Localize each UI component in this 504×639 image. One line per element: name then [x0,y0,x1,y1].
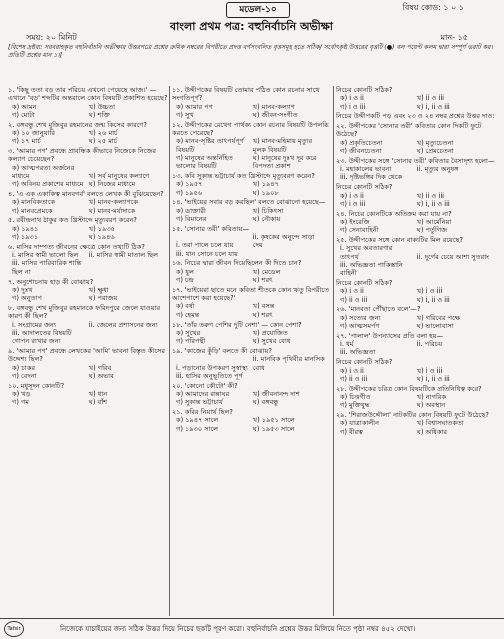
question-text: নিচের কোনটি সঠিক? [336,86,393,94]
answer-option[interactable]: গ) সুকান্ত ভট্টাচার্য [176,398,223,407]
question-item [336,210,496,235]
question-item [172,225,332,258]
question-item [8,147,168,188]
answer-option[interactable]: ঘ) i, ii ও iii [416,295,450,304]
answer-option[interactable]: ঘ) ভালোবাসা [416,322,454,331]
answer-option[interactable]: গ) ১৭ মার্চ [12,137,41,146]
answer-option[interactable]: গ) বিমানের [176,214,207,223]
answer-option[interactable]: ঘ) অভাব [88,371,114,380]
question-item [172,121,332,171]
answer-option[interactable]: ঘ) মানুষের দুঃখ দূর করে বিপদতা প্রকাশ [252,153,317,171]
question-text: ২৩. উদ্দীপকের সঙ্গে 'সোনার তরী' কবিতার বৈসাদৃশ্য হলো— [336,156,495,165]
answer-option[interactable]: ঘ) ১৯৫৩ সালে [252,424,295,433]
answer-option[interactable]: খ) মেডেল [252,267,281,276]
model-label: মডেল-১০ [226,2,290,18]
question-text: ১৪. 'ভাইয়ের সবার বড় করছিল' বলতে বোঝানো হয়েছে— [172,198,326,207]
answer-option[interactable]: i. মাসির স্বামী ভালো ছিল [12,251,79,260]
answer-option[interactable]: খ) মৃত্যুচেতনা [416,138,454,147]
answer-option[interactable]: ঘ) i, ii ও iii [416,199,450,208]
answer-option[interactable]: ঘ) প্রেমচেতনা [416,147,454,156]
answer-option[interactable]: গ) ii ও iii [340,374,368,383]
time-label: সময়: ২০ মিনিট [26,33,77,42]
answer-option[interactable]: গ) বেদনা [12,371,37,380]
question-item [172,408,332,433]
question-text: ১৬. নিচের দ্বারা জীবন দিয়েছিলেন কী দিতে চান? [172,259,302,268]
question-text: ২১. কবির নিয়ার্থ ছিল? [172,407,233,416]
answer-option[interactable]: ঘ) i, ii ও iii [416,374,450,383]
answer-option[interactable]: খ) নাগরিক [416,392,447,401]
question-item [336,236,496,277]
question-item [336,411,496,436]
answer-option[interactable]: ক) সুখের [176,328,201,337]
question-text: ১৭. 'ভাইয়েরা ছাতে মনে কবিতা শীতকে কোন ঋতু বিপরীতে আশেপাশে করা হয়েছে?' [172,285,330,303]
answer-option[interactable]: iii. আদালতের বিষয়টি গোপন রাখার জন্য [12,328,72,346]
answer-option[interactable]: গ) চন্দ্র [176,276,194,285]
question-text: নিচের কোনটি সঠিক? [336,183,393,192]
question-item [336,122,496,155]
answer-option[interactable]: i. তরা পালে চলে যায় [176,241,234,250]
answer-option[interactable]: ক) মানব-সৃষ্টির তাৎপর্যপূর্ণ বিষয়টি [176,137,244,154]
question-item [336,279,496,304]
question-item [172,198,332,223]
answer-option[interactable]: গ) মোটা [12,110,35,119]
question-item [8,382,168,407]
question-text: ২৪. নিচের কোনটিকে অতিক্রম করা যায় না? [336,209,452,218]
answer-option[interactable]: গ) অনুতাপ [12,294,42,303]
question-text: ৯. 'আমার পণ' প্রবন্ধে লেখকের 'আমি' ভাবনা বিস্তৃত কীসের উদ্দেশ্য ছিল? [8,346,165,364]
answer-option[interactable]: গ) হেমন্ত [176,310,200,319]
answer-option[interactable]: i. ধর্ম [340,340,354,349]
question-text: ২৮. উদ্দীপকের চরিত্র কোন বিষয়টিকে প্রতিনিধিত্ব করে? [336,384,482,393]
answer-option[interactable]: ক) আমার পণ [176,102,213,111]
answer-option[interactable]: গ) গম [12,398,29,407]
question-item [336,358,496,383]
answer-option[interactable]: খ) ক্ষুধা [88,285,109,294]
question-item [172,86,332,119]
answer-option[interactable]: খ) জীবনানন্দ দাশ [252,389,300,398]
answer-option[interactable]: ii. মাসির স্বামী মাতাল ছিল [88,251,158,260]
answer-option[interactable]: ক) মানবিকতাকে [12,198,56,207]
answer-option[interactable]: iii. যান সোনে চলে যায় [176,249,238,258]
question-item [172,286,332,319]
question-text: ২২. উদ্দীপকের 'সোনার তরী' কবিতার কোন দিকটি ফুটে উঠেছে? [336,122,482,139]
answer-option[interactable]: ক) ১৯৪৭ সালে [176,416,219,425]
question-item [336,332,496,357]
marks-label: মান- ১৫ [440,33,468,42]
answer-option[interactable]: ii. জেলের প্রশাসনের জন্য [88,320,158,329]
answer-option[interactable]: গ) ১৯৩০ সালে [176,424,219,433]
answer-option[interactable]: ঘ) শরৎ [252,310,273,319]
question-item [172,382,332,407]
answer-option[interactable]: গ) মানবপ্রেমকে [12,206,53,215]
question-item [172,347,332,380]
answer-option[interactable]: খ) চিকিৎসা [252,206,284,215]
question-text: ১৯. 'কাজের কুঁড়ি' বলতে কী বোঝায়? [172,346,272,355]
question-text: ৬. মাসির দাম্পত্য জীবনের ক্ষেত্রে কোন তথ্যটি ঠিক? [8,242,145,251]
publisher-logo-icon: Tafsir [4,621,24,637]
answer-option[interactable]: ii. পরিচয় [416,340,443,349]
question-text: ২৯. 'শিরাজউদ্দৌলা' নাটকটির কোন বিষয়টি ফুটে উঠেছে? [336,410,489,419]
answer-option[interactable]: ক) প্রকৃতিচেতনা [340,138,383,147]
answer-option[interactable]: ক) সত্যের জন্য [340,313,381,322]
answer-option[interactable]: ক) চাকর [12,363,35,372]
answer-option[interactable]: গ) অবিনয় প্রকাশের মাধ্যমে [12,180,84,189]
answer-option[interactable]: খ) ১৯৫১ সালে [252,416,295,425]
question-text: ৮. বঙ্গবন্ধু শেখ মুজিবুর রহমানকে ফরিদপুরে জেলে যাওয়ার কারণ কী ছিল? [8,303,161,321]
question-item [172,321,332,346]
question-item [336,112,496,120]
exam-header [0,18,504,80]
answer-option[interactable]: খ) মানব-মহিমায় মৃত্যুর মূলক বিষয়টি [252,137,313,154]
answer-option[interactable]: ক) আমন [12,102,37,111]
question-item [8,304,168,345]
question-text: ৫. রবীন্দ্রনাথ ঠাকুর কত খ্রিস্টাব্দে মৃত্যুবরণ করেন? [8,216,137,225]
answer-option[interactable]: iii. মাসির পারিবারিক শান্তি ছিল না [12,259,82,276]
answer-option[interactable]: ক) আত্মপরতা অর্জনের মাধ্যমে [12,163,75,180]
answer-option[interactable]: i. সুখের অবতারণার তাৎপর্য [340,244,393,261]
question-text: ৭. অনুশোচনায় হাড় কী বোঝায়? [8,277,94,286]
question-item [8,243,168,276]
question-column-2 [172,86,332,618]
answer-option[interactable]: খ) ধান [88,389,108,398]
answer-option[interactable]: খ) ii ও iii [416,94,445,103]
answer-option[interactable]: ii. দুর্গের চেয়ে আশা সুতরাং [416,252,489,261]
answer-option[interactable]: খ) সর্ব মানুষের কল্যাণে [88,171,150,180]
answer-option[interactable]: গ) পরিপন্থী [176,337,206,346]
answer-option[interactable]: ঘ) ১৯৪৬ [88,233,115,242]
answer-option[interactable]: খ) i ও iii [416,287,443,296]
answer-option[interactable]: ক) ধুল [176,267,194,276]
question-text: ২০. 'কোনো কৌটো' কী? [172,381,238,390]
question-item [336,385,496,410]
question-item [8,278,168,303]
question-text: নিচের কোনটি সঠিক? [336,358,393,367]
question-text: ২৫. উদ্দীপকের সঙ্গে কোন বাক্যটির মিল রয়েছে? [336,236,463,245]
answer-option[interactable]: ক) দুঃখ [12,285,33,294]
answer-option[interactable]: ঘ) বাঁশ [88,398,108,407]
answer-option[interactable]: ক) i ও ii [340,366,364,375]
question-text: ২৬. 'মানবতা পৌঁছাতে বলে'—? [336,305,421,314]
answer-option[interactable]: i. মহাকালের ভাবনা [340,165,392,174]
question-item [8,216,168,241]
answer-option[interactable]: গ) সেনাবাহিনী [340,226,379,235]
question-column-1 [8,86,168,618]
answer-option[interactable]: iii. অভিজ্ঞতা পাকিস্তানি বাহিনী [340,260,403,278]
footer-text: নিজেকে যাচাইয়ের জন্য সঠিক উত্তর দিয়ে নিচের ছকটি পূরণ করো। বহুনির্বাচনি প্রশ্নের উত্তর মিলিয়ে নিতে পৃষ্ঠা নম্বর ৪৫২ দেখো। [60,625,416,633]
answer-option[interactable]: খ) i ও iii [416,366,443,375]
answer-option[interactable]: গ) মুক্তিযুদ্ধ [340,401,370,410]
answer-option[interactable]: গ) i ও iii [340,199,366,208]
answer-option[interactable]: ক) আমাদের রান্নাঘর [176,389,230,398]
question-column-3 [336,86,496,618]
answer-option[interactable]: গ) সুখ [176,110,194,119]
question-text: ১২. উদ্দীপকের রেখেগ পার্থক্য কোন রচনার বিষয়টি উপলব্ধি করতে পেরেছে? [172,120,329,137]
answer-option[interactable]: ঘ) অবস্থান [416,401,446,410]
answer-option[interactable]: ক) ১৯৪১ [12,224,39,233]
answer-option[interactable]: ঘ) শরৎ [252,276,273,285]
question-text: নিচের কোনটি সঠিক? [336,279,393,288]
answer-option[interactable]: গ) বীরত্ব [340,427,363,436]
answer-option[interactable]: ক) i ও ii [340,191,364,200]
answer-option[interactable]: ক) খড় [12,389,31,398]
answer-option[interactable]: গ) জীবনচেতনা [340,147,382,156]
answer-option[interactable]: খ) উচ্চতা [88,102,116,111]
answer-option[interactable]: ক) যাত্রাকালীন [340,419,380,428]
answer-option[interactable]: ক) ১০ জানুয়ারি [12,128,56,137]
answer-option[interactable]: গ) ii ও iii [340,295,368,304]
footer-bar [0,618,504,639]
question-text: ১১. উদ্দীপকের বিষয়টি তোমার পঠিত কোন রচনার সাথে সংগতিপূর্ণ? [172,86,320,103]
answer-option[interactable]: i. পড়ানোর উপকরণ সুস্বাস্থ্য [176,363,248,372]
answer-option[interactable]: ঘ) পরাজয় [88,294,118,303]
answer-option[interactable]: গ) আত্মসমর্পণ [340,322,380,331]
answer-option[interactable]: ঘ) অধিকার [416,427,447,436]
answer-option[interactable]: ক) চিত্তগীত [340,392,371,401]
answer-option[interactable]: iii. হাসির অনুভূতিতে পূর্ণ [176,371,243,380]
answer-option[interactable]: খ) ii ও iii [416,191,445,200]
question-text: নিচের উদ্দীপকটি পড় এবং ২৩ ও ২৪ নম্বর প্রশ্নের উত্তর দাও: [336,112,495,121]
answer-option[interactable]: ক) ১৯৫৭ [176,180,203,189]
answer-option[interactable]: ঘ) i, ii ও iii [416,102,450,111]
answer-option[interactable]: খ) গরিবের পক্ষে [416,313,461,322]
answer-option[interactable]: ঘ) নৌকায় [252,214,281,223]
answer-option[interactable]: ঘ) মানব-মর্যাদাকে [88,206,136,215]
answer-option[interactable]: খ) ১৯৪৭ [252,180,279,189]
answer-option[interactable]: ক) ডাক্তারী [176,206,206,215]
answer-option[interactable]: ক) i ও ii [340,94,364,103]
answer-option[interactable]: i. সংগ্রামের জন্য [12,320,56,329]
question-item [8,86,168,119]
answer-option[interactable]: খ) বিশ্বাসঘাতকতা [416,419,464,428]
question-text: ১৫. 'সোনার তরী' কবিতায়— [172,224,249,233]
question-item [8,121,168,146]
question-text: ১৮. 'তাঁর তরুণ পেশির দুটি নেশা' — কোন পেশা? [172,320,302,329]
answer-option[interactable]: ii. মানবিক পৃথিবীর মানসিক বোধ [252,355,325,372]
question-text: ৩. 'আমার পণ' প্রবন্ধে প্রাবন্ধিক কীভাবে নিজেকে নিজের কল্যাণ চেয়েছেন? [8,147,156,164]
question-text: ২৭. 'পালাল' উপন্যাসের প্রতি বলা হয়— [336,331,444,340]
answer-option[interactable]: খ) ২৬ মার্চ [88,128,118,137]
column-divider [333,86,334,616]
question-text: ২. বঙ্গবন্ধু শেখ মুজিবুর রহমানের জন্ম কিসের কারণে? [8,120,147,129]
answer-option[interactable]: খ) আর্মেনিয়া [416,217,452,226]
exam-title: বাংলা প্রথম পত্র: বহুনির্বাচনি অভীক্ষা [170,20,333,33]
answer-option[interactable]: ঘ) পর্তুগিজ [416,226,448,235]
answer-option[interactable]: ক) i ও ii [340,287,364,296]
answer-option[interactable]: iii. দৃষ্টিভঙ্গির দিক থেকে [340,173,403,182]
question-item [336,157,496,182]
question-item [336,86,496,111]
question-text: ১০. মধুসূদন কোনটি? [8,381,65,390]
instruction-text: [বিশেষ দ্রষ্টব্য: সরবরাহকৃত বহুনির্বাচনি অভীক্ষার উত্তরপত্রে প্রশ্নের ক্রমিক নম্বরের বিপরীতে প্রদত্ত বর্ণসংবলিত বৃত্তসমূহ হতে সঠিক/ সর্বোৎকৃষ্ট উত্তরের বৃত্তটি (●) বল পয়েন্ট কলম দ্বারা সম্পূর্ণ ভরাট কর। প্রতিটি প্রশ্নের মান ১।] [8,44,493,59]
answer-option[interactable]: ক) ইংরেজি [340,217,370,226]
question-text: ৪. 'এ এক একাকিত্ব মানবগর্ব' বলতে লেখক কী বুঝিয়েছেন? [8,190,164,199]
answer-option[interactable]: খ) গরিব [88,363,112,372]
answer-option[interactable]: iii. অভিজ্ঞতা [340,348,376,357]
answer-option[interactable]: খ) প্রযোজিত [252,328,288,337]
answer-option[interactable]: খ) মানব-কল্যাণকে [88,198,138,207]
answer-option[interactable]: ক) বর্ষা [176,302,195,311]
question-item [172,172,332,197]
answer-option[interactable]: খ) ১৯৩৫ [88,224,115,233]
answer-option[interactable]: ঘ) বঙ্গবন্ধু [252,398,279,407]
answer-option[interactable]: গ) মানুষের অন্তর্নিহিত ভালোর বিষয়টি [176,153,233,171]
answer-option[interactable]: ঘ) জীবন-সংগীত [252,110,298,119]
question-item [336,183,496,208]
answer-option[interactable]: ঘ) ২৫ মার্চ [88,137,118,146]
question-text: ১৩. কবি সুকান্ত ভট্টাচার্য কত খ্রিস্টাব্দে মৃত্যুবরণ করেন? [172,171,315,180]
question-text: ১. 'কিছু ততা বড় তার পরিচয় এখনো পেয়েছে আজ।' — এখানে 'বড়' শব্দটির অন্তরালে কোন বিষয়টি প্রকাশিত হয়েছে? [8,86,168,103]
answer-option[interactable]: গ) ১৯৫৬ [176,188,203,197]
answer-option[interactable]: খ) মানব-কল্যাণ [252,102,295,111]
subject-code: বিষয় কোড: ১ ০ ১ [402,3,464,12]
question-item [8,347,168,380]
answer-option[interactable]: ii. মৃত্যুর অনুষঙ্গ [416,165,459,174]
question-item [336,305,496,330]
answer-option[interactable]: গ) ১৯৩১ [12,233,39,242]
answer-option[interactable]: খ) বসন্ত [252,302,275,311]
answer-option[interactable]: গ) i ও iii [340,102,366,111]
answer-option[interactable]: ঘ) ১৯০৮ [252,188,279,197]
column-divider [169,86,170,616]
answer-option[interactable]: ঘ) সুখের বোধ [252,337,291,346]
answer-option[interactable]: ঘ) শক্তি [88,110,110,119]
question-item [172,259,332,284]
answer-option[interactable]: ঘ) নিজের মাধ্যমে [88,180,136,189]
answer-option[interactable]: ii. কৃষকের অনুন্দে সাড়া দেয় [252,233,315,250]
question-item [8,190,168,215]
